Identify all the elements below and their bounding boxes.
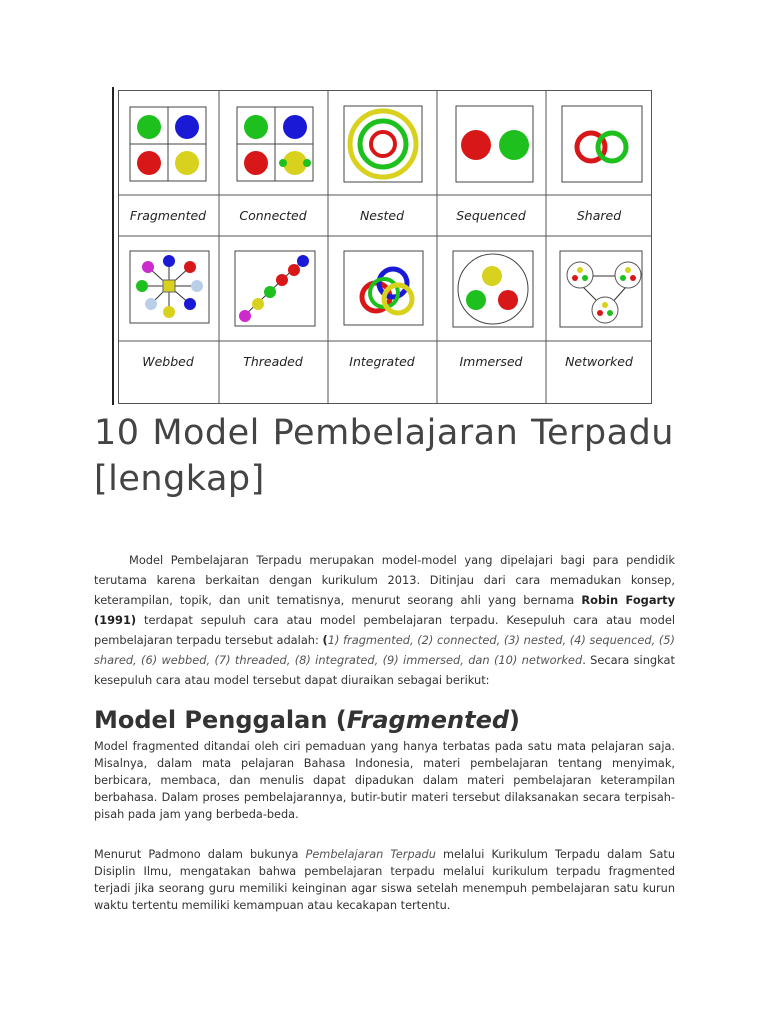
paragraph-2-text-a: Menurut Padmono dalam bukunya — [94, 848, 306, 861]
networked-diagram — [560, 251, 642, 327]
label-nested: Nested — [359, 208, 405, 223]
author-name: Robin Fogarty (1991) — [94, 593, 676, 627]
section-paragraph-2 — [94, 846, 675, 914]
figure-left-border — [112, 87, 114, 405]
page-title: 10 Model Pembelajaran Terpadu [lengkap] — [94, 413, 674, 499]
intro-paragraph — [94, 550, 675, 690]
connected-diagram — [237, 107, 313, 181]
heading-suffix: ) — [509, 706, 520, 734]
book-title: Pembelajaran Terpadu — [305, 848, 436, 861]
section-heading — [94, 703, 520, 737]
label-sequenced: Sequenced — [456, 208, 526, 223]
webbed-diagram — [130, 251, 209, 323]
label-networked: Networked — [565, 354, 633, 369]
intro-text-2: terdapat sepuluh cara atau model pembelajaran terpadu. Kesepuluh cara atau model pembelajaran terpadu tersebut adalah: — [94, 613, 675, 647]
label-connected: Connected — [239, 208, 307, 223]
fragmented-diagram — [130, 107, 206, 181]
immersed-diagram — [453, 251, 533, 327]
nested-diagram — [344, 106, 422, 182]
label-fragmented: Fragmented — [129, 208, 207, 223]
label-webbed: Webbed — [142, 354, 194, 369]
shared-diagram — [562, 106, 642, 182]
models-diagram-table — [118, 90, 652, 404]
heading-prefix: Model Penggalan ( — [94, 706, 347, 734]
threaded-diagram — [235, 251, 315, 326]
intro-paren: ( — [322, 633, 328, 647]
model-list: 1) fragmented, (2) connected, (3) nested, (4) sequenced, (5) shared, (6) webbed, (7) threaded, (8) integrated, (9) immersed, dan (10) networked — [94, 633, 675, 667]
label-threaded: Threaded — [243, 354, 303, 369]
paragraph-2-text-b: melalui Kurikulum Terpadu dalam Satu Disiplin Ilmu, mengatakan bahwa pembelajaran terpadu melalui kurikulum terpadu fragmented terjadi jika seorang guru memiliki keinginan agar siswa setelah menempuh pembelajaran satu kurun waktu tertentu memiliki kemampuan atau kecakapan tertentu. — [94, 848, 675, 912]
integrated-diagram — [344, 251, 423, 325]
section-paragraph-1: Model fragmented ditandai oleh ciri pemaduan yang hanya terbatas pada satu mata pelajaran saja. Misalnya, dalam mata pelajaran Bahasa Indonesia, materi pembelajaran tentang menyimak, berbicara, membaca, dan menulis dapat dipadukan dalam materi pembelajaran keterampilan berbahasa. Dalam proses pembelajarannya, butir-butir materi tersebut dilaksanakan secara terpisah-pisah pada jam yang berbeda-beda. — [94, 740, 675, 821]
intro-text-1: Model Pembelajaran Terpadu merupakan model-model yang dipelajari bagi para pendidik terutama karena berkaitan dengan kurikulum 2013. Ditinjau dari cara memadukan konsep, keterampilan, topik, dan unit tematisnya, menurut seorang ahli yang bernama — [94, 553, 675, 607]
integration-models-figure — [112, 87, 653, 405]
label-shared: Shared — [576, 208, 622, 223]
intro-text-3: . Secara singkat kesepuluh cara atau model tersebut dapat diuraikan sebagai berikut: — [94, 653, 676, 687]
heading-italic: Fragmented — [346, 706, 510, 734]
label-immersed: Immersed — [459, 354, 523, 369]
sequenced-diagram — [456, 106, 533, 182]
label-integrated: Integrated — [349, 354, 415, 369]
